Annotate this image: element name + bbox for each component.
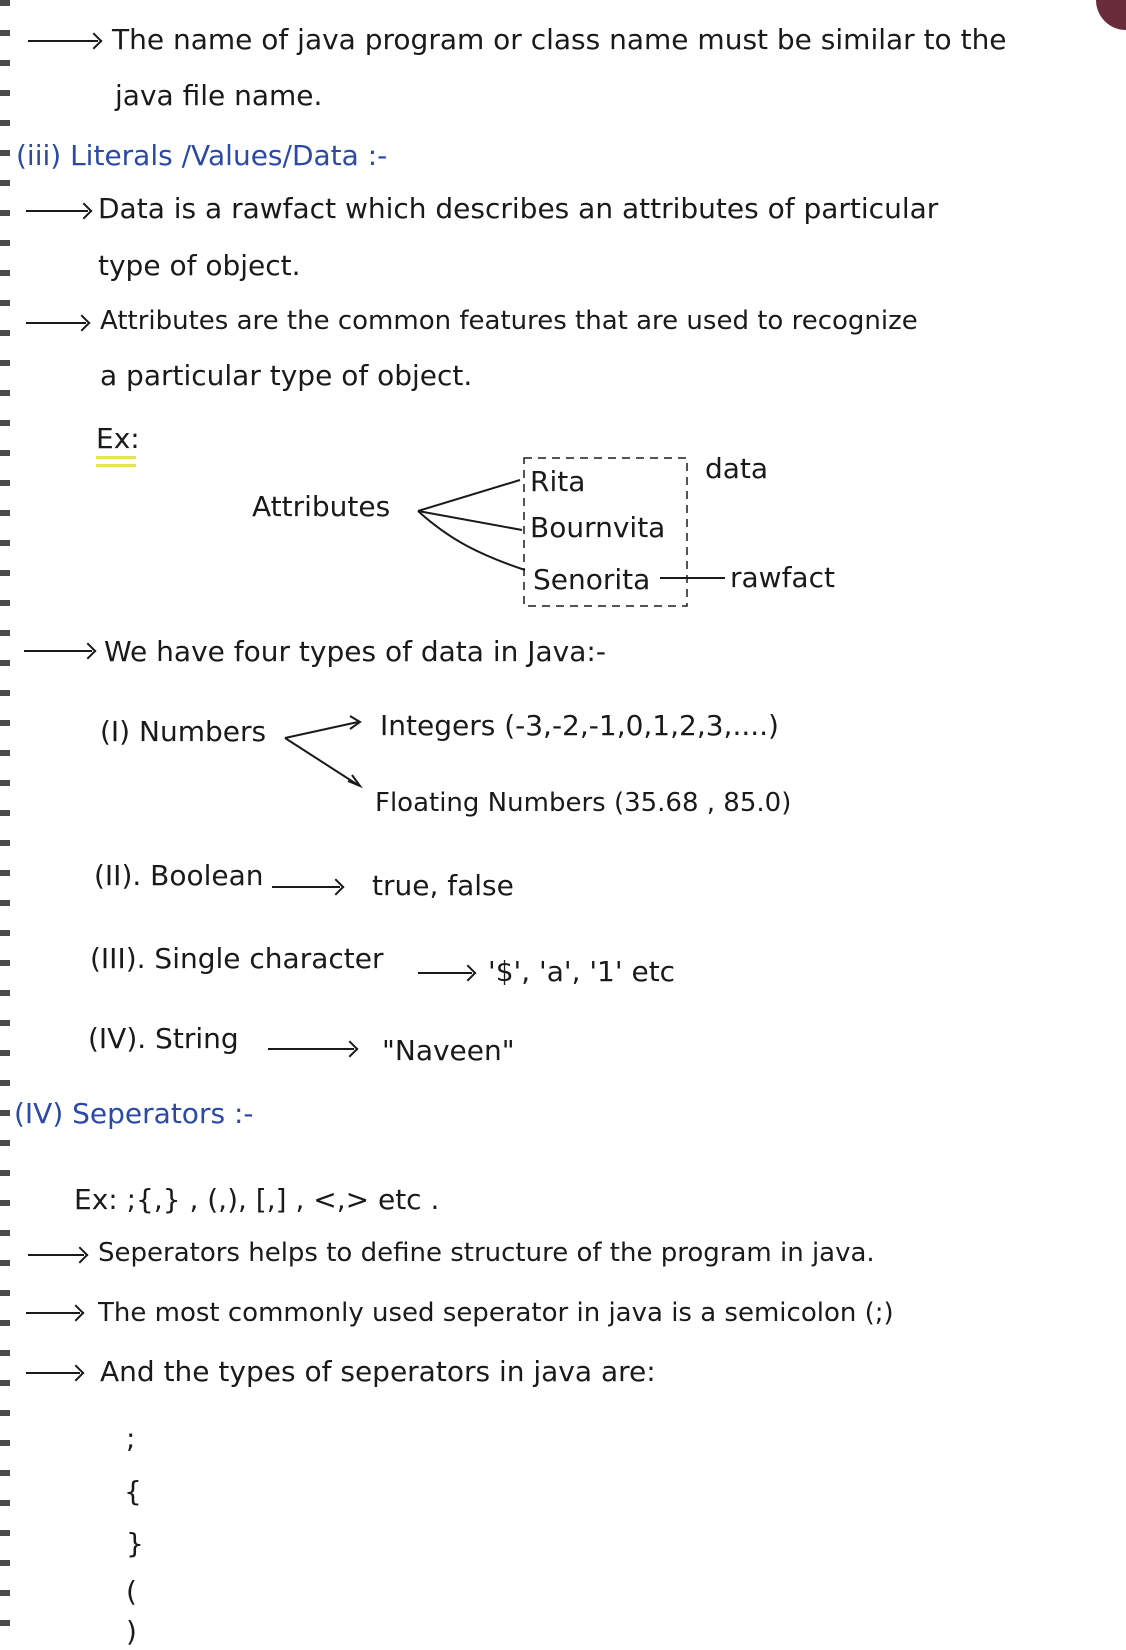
literals-point2-line1: Attributes are the common features that are used to recognize — [100, 306, 918, 336]
page-corner-mark — [1096, 0, 1126, 30]
branch-arrow — [285, 722, 358, 738]
separator-list-item: { — [124, 1475, 142, 1508]
separator-list-item: ( — [126, 1575, 137, 1608]
attribute-item-rita: Rita — [530, 465, 586, 498]
branch-arrow — [285, 738, 358, 785]
intro-line-1: The name of java program or class name must be similar to the — [112, 23, 1007, 56]
string-value: "Naveen" — [382, 1034, 515, 1067]
boolean-label: (II). Boolean — [94, 859, 264, 892]
boolean-value: true, false — [372, 869, 514, 902]
branch-line — [418, 480, 520, 511]
integers-text: Integers (-3,-2,-1,0,1,2,3,....) — [380, 709, 779, 742]
rawfact-label: rawfact — [730, 561, 835, 594]
floating-text: Floating Numbers (35.68 , 85.0) — [375, 788, 792, 818]
data-label: data — [705, 452, 769, 485]
arrow-icon — [24, 650, 92, 652]
char-label: (III). Single character — [90, 942, 384, 975]
attribute-item-bournvita: Bournvita — [530, 511, 666, 544]
arrowhead — [350, 716, 360, 729]
example-label: Ex: — [96, 422, 140, 455]
separators-point2: The most commonly used seperator in java is a semicolon (;) — [98, 1298, 894, 1328]
branch-line — [418, 511, 522, 530]
separator-list-item: ) — [126, 1615, 137, 1648]
arrow-icon — [26, 210, 88, 212]
attributes-label: Attributes — [252, 490, 391, 523]
branch-line — [418, 511, 525, 570]
arrow-icon — [28, 1254, 84, 1256]
separators-point1: Seperators helps to define structure of the program in java. — [98, 1238, 875, 1268]
literals-point2-line2: a particular type of object. — [100, 359, 473, 392]
notebook-binding — [0, 0, 10, 1650]
separators-example: Ex: ;{,} , (,), [,] , <,> etc . — [74, 1183, 440, 1216]
arrow-icon — [26, 1312, 80, 1314]
arrow-icon — [26, 1372, 80, 1374]
separators-heading: (IV) Seperators :- — [14, 1097, 254, 1130]
string-label: (IV). String — [88, 1022, 239, 1055]
char-value: '$', 'a', '1' etc — [488, 955, 676, 988]
types-intro: We have four types of data in Java:- — [104, 635, 606, 668]
arrow-icon — [26, 322, 86, 324]
separator-list-item: ; — [126, 1422, 136, 1455]
numbers-label: (I) Numbers — [100, 715, 267, 748]
literals-point1-line2: type of object. — [98, 249, 301, 282]
attribute-item-senorita: Senorita — [533, 563, 651, 596]
separators-point3: And the types of seperators in java are: — [100, 1355, 656, 1388]
arrow-icon — [272, 886, 340, 888]
arrow-icon — [28, 40, 98, 42]
literals-point1-line1: Data is a rawfact which describes an attributes of particular — [98, 192, 939, 225]
example-highlight — [96, 456, 136, 459]
arrowhead — [348, 775, 360, 786]
example-highlight — [96, 464, 136, 467]
arrow-icon — [268, 1048, 354, 1050]
intro-line-2: java file name. — [115, 79, 323, 112]
arrow-icon — [418, 972, 472, 974]
separator-list-item: } — [126, 1527, 144, 1560]
literals-heading: (iii) Literals /Values/Data :- — [16, 139, 388, 172]
